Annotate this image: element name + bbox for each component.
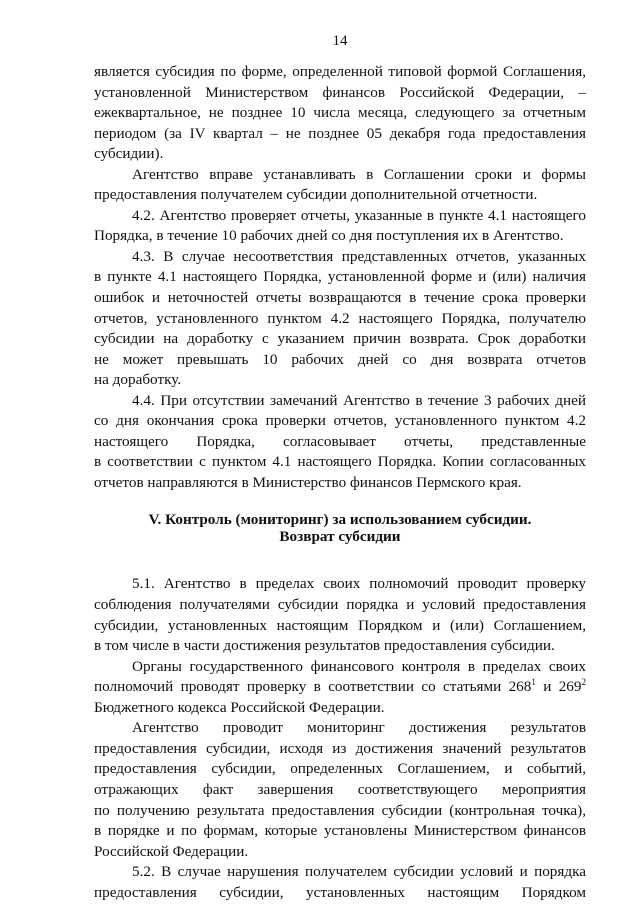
page-number: 14 bbox=[332, 33, 348, 49]
text-line: в порядке и по формам, которые установлены Министерством финансов bbox=[94, 822, 586, 840]
section-heading-line: Возврат субсидии bbox=[279, 528, 401, 546]
text-line: предоставления субсидии, исходя из достижения значений результатов bbox=[94, 739, 586, 757]
text-line: со дня окончания срока проверки отчетов, установленного пунктом 4.2 bbox=[94, 412, 586, 430]
text-line: 4.2. Агентство проверяет отчеты, указанные в пункте 4.1 настоящего bbox=[132, 206, 586, 224]
document-body bbox=[94, 62, 586, 903]
text-line: в пункте 4.1 настоящего Порядка, установленной форме и (или) наличия bbox=[94, 268, 586, 286]
paragraph-monitoring bbox=[94, 718, 586, 862]
paragraph-5-1 bbox=[94, 574, 586, 656]
text-line: установленной Министерством финансов Российской Федерации, – bbox=[94, 83, 586, 101]
paragraph-4-4 bbox=[94, 391, 586, 494]
text-line: 4.3. В случае несоответствия представленных отчетов, указанных bbox=[132, 247, 586, 265]
text-line: отчетов, установленного пунктом 4.2 настоящего Порядка, получателю bbox=[94, 309, 586, 327]
text-line: 5.1. Агентство в пределах своих полномочий проводит проверку bbox=[132, 575, 586, 593]
section-heading-line: V. Контроль (мониторинг) за использованием субсидии. bbox=[148, 511, 532, 529]
section-heading bbox=[94, 511, 586, 545]
text-line: Агентство вправе устанавливать в Соглашении сроки и формы bbox=[132, 165, 586, 183]
paragraph-4-2 bbox=[94, 206, 586, 247]
text-line: субсидии на доработку с указанием причин возврата. Срок доработки bbox=[94, 330, 586, 348]
text-line: Российской Федерации. bbox=[94, 842, 249, 860]
text-line: ежеквартальное, не позднее 10 числа месяца, следующего за отчетным bbox=[94, 104, 586, 122]
text-line: субсидии, установленных настоящим Порядком и (или) Соглашением, bbox=[94, 616, 586, 634]
text-line: периодом (за IV квартал – не позднее 05 декабря года предоставления bbox=[94, 124, 586, 142]
text-line: предоставления субсидии, установленных настоящим Порядком bbox=[94, 883, 586, 901]
text-fragment: и 269 bbox=[535, 678, 582, 696]
text-line: Органы государственного финансового контроля в пределах своих bbox=[132, 657, 586, 675]
superscript: 1 bbox=[531, 677, 536, 688]
text-line: в соответствии с пунктом 4.1 настоящего Порядка. Копии согласованных bbox=[94, 453, 586, 471]
text-line: по получению результата предоставления субсидии (контрольная точка), bbox=[94, 801, 586, 819]
text-line: субсидии). bbox=[94, 145, 164, 163]
text-line: настоящего Порядка, согласовывает отчеты, представленные bbox=[94, 432, 586, 450]
text-line: соблюдения получателями субсидии порядка и условий предоставления bbox=[94, 596, 586, 614]
text-line: Агентство проводит мониторинг достижения результатов bbox=[132, 719, 586, 737]
text-line: Порядка, в течение 10 рабочих дней со дня поступления их в Агентство. bbox=[94, 227, 564, 245]
paragraph-financial-control bbox=[94, 657, 586, 719]
text-line: на доработку. bbox=[94, 371, 182, 389]
text-line: 5.2. В случае нарушения получателем субсидии условий и порядка bbox=[132, 863, 586, 881]
superscript: 2 bbox=[581, 677, 586, 688]
text-line: предоставления субсидии, определенных Соглашением, и событий, bbox=[94, 760, 586, 778]
text-line: 4.4. При отсутствии замечаний Агентство в течение 3 рабочих дней bbox=[132, 391, 586, 409]
paragraph bbox=[94, 165, 586, 206]
text-fragment: полномочий проводят проверку в соответствии со статьями 268 bbox=[94, 678, 532, 696]
text-line: предоставления получателем субсидии дополнительной отчетности. bbox=[94, 186, 538, 204]
paragraph-4-3 bbox=[94, 247, 586, 391]
text-line: отчетов направляются в Министерство финансов Пермского края. bbox=[94, 473, 522, 491]
text-line: в том числе в части достижения результатов предоставления субсидии. bbox=[94, 637, 555, 655]
text-line: ошибок и неточностей отчеты возвращаются в течение срока проверки bbox=[94, 289, 586, 307]
text-line: не может превышать 10 рабочих дней со дня возврата отчетов bbox=[94, 350, 586, 368]
paragraph-continuation bbox=[94, 62, 586, 165]
text-line: является субсидия по форме, определенной типовой формой Соглашения, bbox=[94, 63, 586, 80]
text-line bbox=[94, 677, 586, 698]
text-line: отражающих факт завершения соответствующего мероприятия bbox=[94, 780, 586, 798]
text-line: Бюджетного кодекса Российской Федерации. bbox=[94, 698, 385, 716]
paragraph-5-2 bbox=[94, 862, 586, 903]
